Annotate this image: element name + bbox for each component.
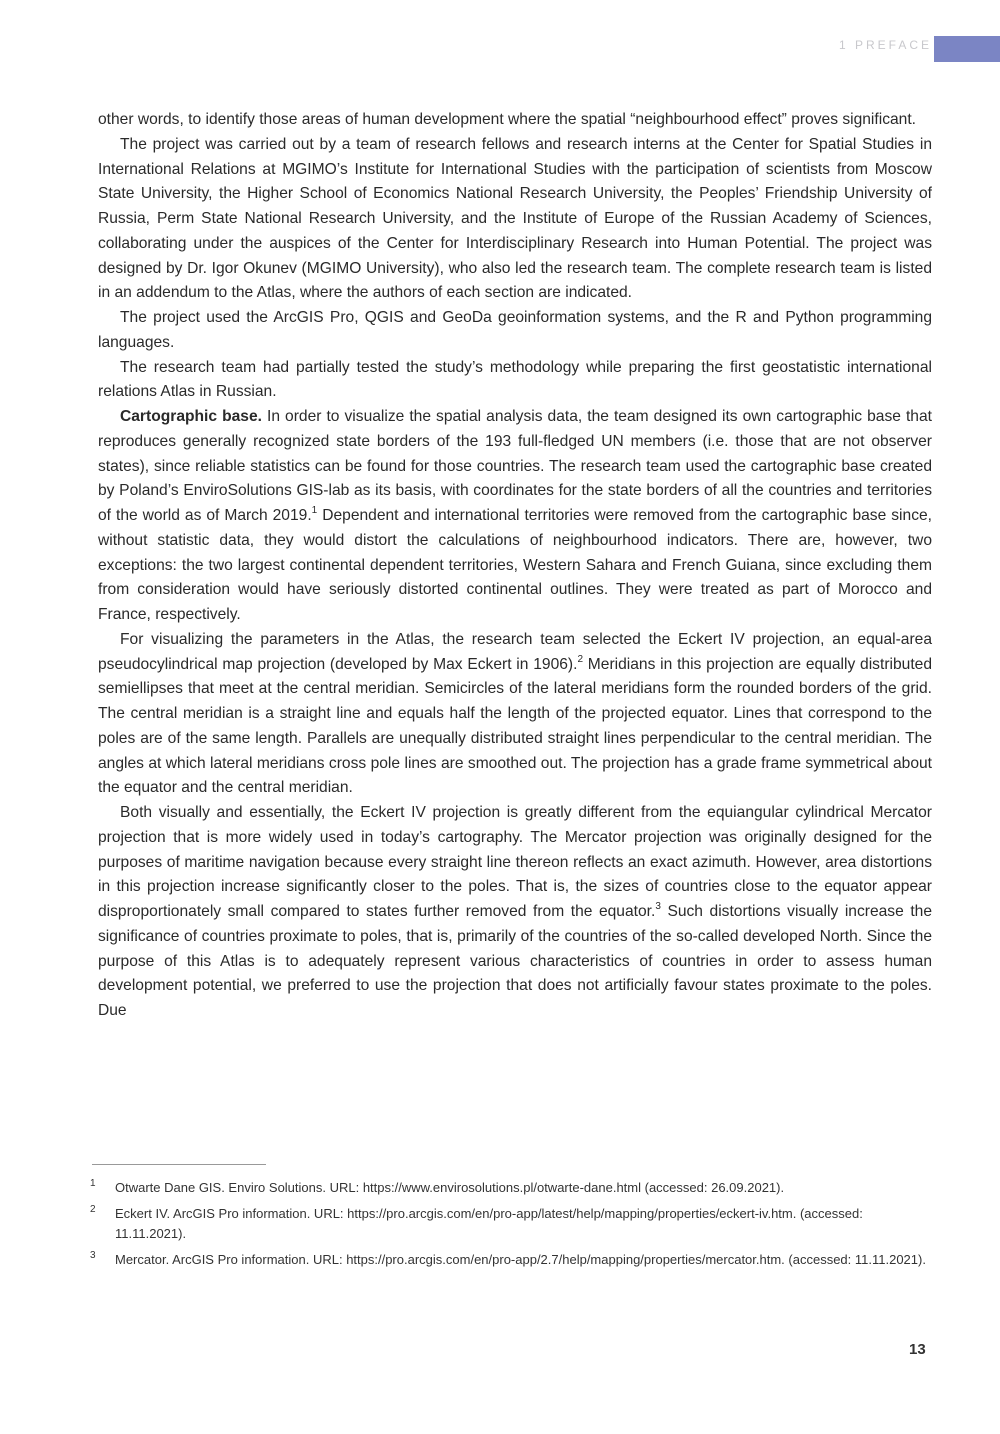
paragraph — [98, 306, 932, 356]
text-run: For visualizing the parameters in the Atlas, the research team selected the Eckert IV projection, an equal-area pseudocylindrical map projection (developed by Max Eckert in 1906). — [98, 630, 932, 673]
text-run: Meridians in this projection are equally distributed semiellipses that meet at the central meridian. Semicircles of the lateral meridians form the rounded borders of the grid. The central meridian is a straight line and equals half the length of the projected equator. Lines that correspond to the poles are of the same length. Parallels are unequally distributed straight lines perpendicular to the central meridian. The angles at which lateral meridians cross pole lines are smoothed out. The projection has a grade frame symmetrical about the equator and the central meridian. — [98, 655, 932, 797]
footnote-text: Mercator. ArcGIS Pro information. URL: https://pro.arcgis.com/en/pro-app/2.7/help/mapping/properties/mercator.htm. (accessed: 11.11.2021). — [115, 1252, 926, 1267]
footnote — [90, 1204, 932, 1244]
paragraph — [98, 405, 932, 628]
paragraph — [98, 801, 932, 1024]
text-run: The project was carried out by a team of research fellows and research interns at the Center for Spatial Studies in International Relations at MGIMO’s Institute for International Studies with the participation of scientists from Moscow State University, the Higher School of Economics National Research University, the Peoples’ Friendship University of Russia, Perm State National Research University, and the Institute of Europe of the Russian Academy of Sciences, collaborating under the auspices of the Center for Interdisciplinary Research into Human Potential. The project was designed by Dr. Igor Okunev (MGIMO University), who also led the research team. The complete research team is listed in an addendum to the Atlas, where the authors of each section are indicated. — [98, 135, 932, 302]
footnote — [90, 1250, 932, 1270]
footnote-ref: 3 — [655, 901, 661, 912]
paragraph — [98, 356, 932, 406]
paragraph — [98, 108, 932, 133]
text-run: The project used the ArcGIS Pro, QGIS and GeoDa geoinformation systems, and the R and Python programming languages. — [98, 309, 932, 351]
footnotes — [90, 1178, 932, 1276]
footnote-text: Otwarte Dane GIS. Enviro Solutions. URL: https://www.envirosolutions.pl/otwarte-dane.html (accessed: 26.09.2021). — [115, 1180, 785, 1195]
running-header: 1 PREFACE — [838, 38, 932, 52]
header-accent-bar — [934, 36, 1000, 62]
text-run: Such distortions visually increase the significance of countries proximate to poles, that is, primarily of the countries of the so-called developed North. Since the purpose of this Atlas is to adequately represent various characteristics of countries in order to assess human development potential, we preferred to use the projection that does not artificially favour states proximate to the poles. Due — [98, 903, 932, 1019]
footnote-number: 1 — [90, 1178, 96, 1189]
paragraph-heading: Cartographic base. — [120, 408, 262, 425]
footnote-number: 2 — [90, 1204, 96, 1215]
text-run: other words, to identify those areas of human development where the spatial “neighbourhood effect” proves significant. — [98, 111, 917, 128]
body-text — [98, 108, 932, 1024]
page-number: 13 — [909, 1341, 926, 1358]
text-run: In order to visualize the spatial analysis data, the team designed its own cartographic base that reproduces generally recognized state borders of the 193 full-fledged UN members (i.e. those that are not observer states), since reliable statistics can be found for those countries. The research team used the cartographic base created by Poland’s EnviroSolutions GIS-lab as its basis, with coordinates for the state borders of all the countries and territories of the world as of March 2019. — [98, 408, 932, 524]
footnote-text: Eckert IV. ArcGIS Pro information. URL: https://pro.arcgis.com/en/pro-app/latest/help/mapping/properties/eckert-iv.htm. (accessed: 11.11.2021). — [115, 1206, 863, 1241]
text-run: Dependent and international territories were removed from the cartographic base since, without statistic data, they would distort the calculations of neighbourhood indicators. There are, however, two exceptions: the two largest continental dependent territories, Western Sahara and French Guiana, since excluding them from consideration would have seriously distorted continental outlines. They were treated as part of Morocco and France, respectively. — [98, 507, 932, 623]
paragraph — [98, 628, 932, 801]
footnote — [90, 1178, 932, 1198]
paragraph — [98, 133, 932, 306]
footnote-ref: 1 — [311, 505, 318, 516]
footnote-ref: 2 — [577, 653, 584, 665]
footnote-number: 3 — [90, 1250, 96, 1261]
footnote-divider — [92, 1164, 266, 1165]
text-run: The research team had partially tested the study’s methodology while preparing the first geostatistic international relations Atlas in Russian. — [98, 358, 932, 401]
text-run: Both visually and essentially, the Eckert IV projection is greatly different from the equiangular cylindrical Mercator projection that is more widely used in today’s cartography. The Mercator projection was originally designed for the purposes of maritime navigation because every straight line thereon reflects an exact azimuth. However, area distortions in this projection increase significantly closer to the poles. That is, the sizes of countries close to the equator appear disproportionately small compared to states further removed from the equator. — [98, 804, 932, 920]
